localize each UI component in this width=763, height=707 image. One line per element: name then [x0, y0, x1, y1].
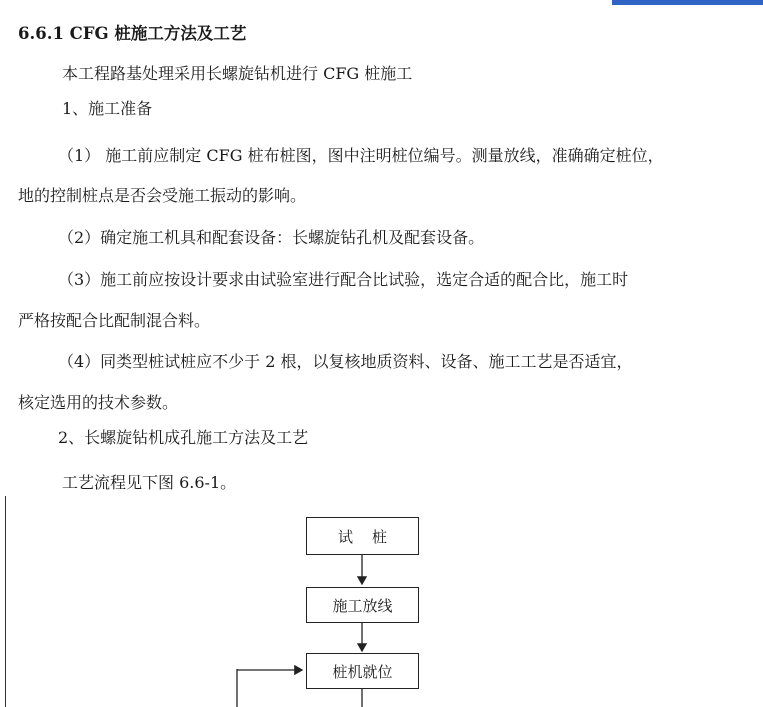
section-heading: 6.6.1 CFG 桩施工方法及工艺 [18, 24, 247, 43]
item-1-line-1: （1） 施工前应制定 CFG 桩布桩图，图中注明桩位编号。测量放线，准确确定桩位， [58, 146, 664, 165]
item-3-line-1: （3）施工前应按设计要求由试验室进行配合比试验，选定合适的配合比，施工时 [58, 270, 629, 289]
flow-step-rig-positioning: 桩机就位 [306, 653, 419, 689]
subsection-title-preparation: 1、施工准备 [62, 99, 153, 118]
flow-step-trial-pile: 试 桩 [306, 517, 419, 555]
item-1-line-2: 地的控制桩点是否会受施工振动的影响。 [18, 186, 307, 205]
intro-paragraph: 本工程路基处理采用长螺旋钻机进行 CFG 桩施工 [62, 64, 413, 83]
item-2: （2）确定施工机具和配套设备：长螺旋钻孔机及配套设备。 [58, 228, 485, 247]
item-3-line-2: 严格按配合比配制混合料。 [18, 311, 211, 330]
flow-reference: 工艺流程见下图 6.6-1。 [62, 473, 237, 492]
item-4-line-1: （4）同类型桩试桩应不少于 2 根，以复核地质资料、设备、施工工艺是否适宜， [58, 352, 633, 371]
flow-step-layout: 施工放线 [306, 587, 419, 623]
item-4-line-2: 核定选用的技术参数。 [18, 393, 179, 412]
subsection-title-method: 2、长螺旋钻机成孔施工方法及工艺 [58, 428, 309, 447]
